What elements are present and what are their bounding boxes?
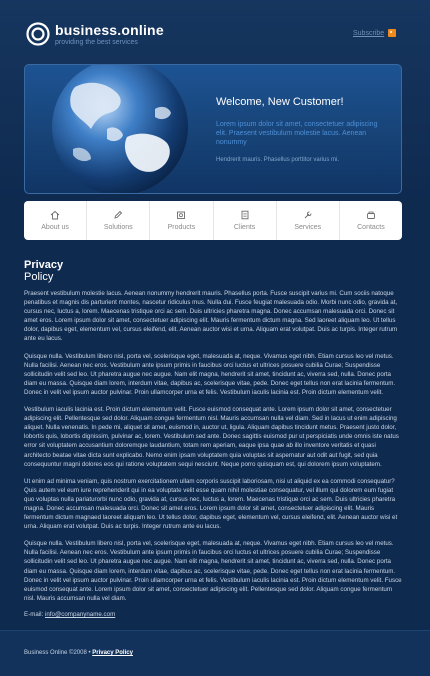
subscribe[interactable]: [353, 29, 396, 37]
paragraph: Quisque nulla. Vestibulum libero nisl, porta vel, scelerisque eget, malesuada at, neque. Vivamus eget nibh. Etiam cursus leo vel metus. Nulla facilisi. Aenean nec eros. Vestibulum ante ipsum primis in faucibus orci luctus et ultrices posuere cubilia Curae; Suspendisse sollicitudin velit sed leo. Ut pharetra augue nec augue. Nam elit magna, hendrerit sit amet, tincidunt ac, viverra sed, nulla. Donec porta diam eu massa. Quisque diam lorem, interdum vitae, dapibus ac, scelerisque vitae, pede. Donec eget tellus non erat lacinia fermentum. Donec in velit vel ipsum auctor pulvinar. Proin ullamcorper urna et felis. Vestibulum iaculis lacinia est. Proin dictum elementum velit.: [24, 352, 396, 396]
banner-subtext: Hendrerit mauris. Phasellus porttitor varius mi.: [216, 157, 340, 163]
welcome-banner: [24, 64, 402, 194]
nav-item-contacts[interactable]: [339, 201, 402, 240]
logo-circle-icon: [26, 22, 50, 46]
footer-text: [24, 650, 133, 656]
privacy-policy-link[interactable]: Privacy Policy: [92, 650, 133, 656]
nav-label: Contacts: [357, 224, 385, 231]
logo[interactable]: [26, 22, 164, 47]
paragraph: Vestibulum iaculis lacinia est. Proin dictum elementum velit. Fusce euismod consequat ante. Lorem ipsum dolor sit amet, consectetuer adipiscing elit. Pellentesque sed dolor. Aliquam congue fermentum nisl. Mauris accumsan nulla vel diam. Sed in lacus ut enim adipiscing aliquet. Nulla venenatis. In pede mi, aliquet sit amet, euismod in, auctor ut, ligula. Aliquam dapibus tincidunt metus. Praesent justo dolor, lobortis quis, lobortis dignissim, pulvinar ac, lorem. Vestibulum sed ante. Donec sagittis euismod pur ut perspiciatis unde omnis iste natus error sit voluptatem accusantium doloremque laudantium, totam rem aperiam, eaque ipsa quae ab illo inventore veritatis et quasi architecto beatae vitae dicta sunt explicabo. Nemo enim ipsam voluptatem quia voluptas sit aspernatur aut odit aut fugit, sed quia consequuntur magni dolores eos qui ratione voluptatem sequi nesciunt. Neque porro quisquam est, qui dolorem ipsum voluptatem.: [24, 406, 399, 468]
phone-icon: [366, 210, 376, 220]
main-content: [24, 259, 402, 618]
banner-text: Lorem ipsum dolor sit amet, consectetuer adipiscing elit. Praesent vestibulum molestie lacus. Aenean nonummy: [216, 121, 378, 146]
copyright-text: Business Online ©2008 •: [24, 650, 91, 656]
email-line: [24, 611, 402, 618]
main-nav: [24, 201, 402, 240]
footer: [0, 630, 430, 676]
nav-item-services[interactable]: [276, 201, 339, 240]
welcome-heading: Welcome, New Customer!: [216, 96, 344, 108]
nav-label: Clients: [233, 224, 256, 231]
nav-label: Products: [167, 224, 196, 231]
nav-label: Services: [294, 224, 322, 231]
paragraph: Praesent vestibulum molestie lacus. Aenean nonummy hendrerit mauris. Phasellus porta. Fusce suscipit varius mi. Cum sociis natoque penatibus et magnis dis parturient montes, nascetur ridiculus mus. Nulla dui. Fusce feugiat malesuada odio. Morbi nunc odio, gravida at, cursus nec, luctus a, lorem. Maecenas tristique orci ac sem. Duis ultricies pharetra magna. Donec accumsan malesuada orci. Donec sit amet eros. Lorem ipsum dolor sit amet, consectetuer adipiscing elit. Mauris fermentum dictum magna. Sed laoreet aliquam leo. Ut tellus dolor, dapibus eget, elementum vel, cursus eleifend, elit. Aenean auctor wisi et urna. Aliquam erat volutpat. Duis ac turpis. Integer rutrum ante eu lacus.: [24, 290, 398, 343]
pencil-icon: [113, 210, 123, 220]
nav-item-clients[interactable]: [213, 201, 276, 240]
paragraph: Quisque nulla. Vestibulum libero nisl, porta vel, scelerisque eget, malesuada at, neque. Vivamus eget nibh. Etiam cursus leo vel metus. Nulla facilisi. Aenean nec eros. Vestibulum ante ipsum primis in faucibus orci luctus et ultrices posuere cubilia Curae; Suspendisse sollicitudin velit sed leo. Ut pharetra augue nec augue. Nam elit magna, hendrerit sit amet, tincidunt ac, viverra sed, nulla. Donec porta diam eu massa. Quisque diam lorem, interdum vitae, dapibus ac, scelerisque vitae, pede. Donec eget tellus non erat lacinia fermentum. Donec in velit vel ipsum auctor pulvinar. Proin ullamcorper urna et felis. Vestibulum iaculis lacinia est. Proin dictum elementum velit. Fusce euismod consequat ante. Lorem ipsum dolor sit amet, consectetuer adipiscing elit. Pellentesque sed dolor. Aliquam congue fermentum nisl. Mauris accumsan nulla vel diam.: [24, 540, 402, 602]
tools-icon: [303, 210, 313, 220]
house-icon: [50, 210, 60, 220]
globe-icon: [35, 64, 205, 194]
nav-label: About us: [41, 224, 69, 231]
logo-subtitle: providing the best services: [55, 39, 138, 46]
page-subtitle: Policy: [24, 271, 54, 283]
page-title: Privacy: [24, 259, 64, 271]
paragraph: Ut enim ad minima veniam, quis nostrum exercitationem ullam corporis suscipit laboriosam, nisi ut aliquid ex ea commodi consequatur? Quis autem vel eum iure reprehenderit qui in ea voluptate velit esse quam nihil molestiae consequatur, vel illum qui dolorem eum fugiat quo voluptas nulla pariaturorbi nunc odio, gravida at, cursus nec, luctus a, lorem. Maecenas tristique orci ac sem. Duis ultricies pharetra magna. Donec accumsan malesuada orci. Donec sit amet eros. Lorem ipsum dolor sit amet, consectetuer adipiscing elit. Mauris fermentum dictum magnaed laoreet aliquam leo. Ut tellus dolor, dapibus eget, elementum vel, cursus eleifend, elit. Aenean auctor wisi et urna. Aliquam erat volutpat. Duis ac turpis. Integer rutrum ante eu lacus.: [24, 477, 398, 531]
nav-item-products[interactable]: [149, 201, 212, 240]
document-icon: [240, 210, 250, 220]
nav-item-about-us[interactable]: [24, 201, 86, 240]
box-icon: [176, 210, 186, 220]
rss-icon[interactable]: [388, 29, 396, 37]
logo-title: business.online: [55, 22, 164, 38]
email-label: E-mail:: [24, 610, 44, 618]
email-link[interactable]: info@companyname.com: [45, 610, 116, 618]
subscribe-link[interactable]: Subscribe: [353, 29, 385, 37]
nav-label: Solutions: [103, 224, 133, 231]
nav-item-solutions[interactable]: [86, 201, 149, 240]
